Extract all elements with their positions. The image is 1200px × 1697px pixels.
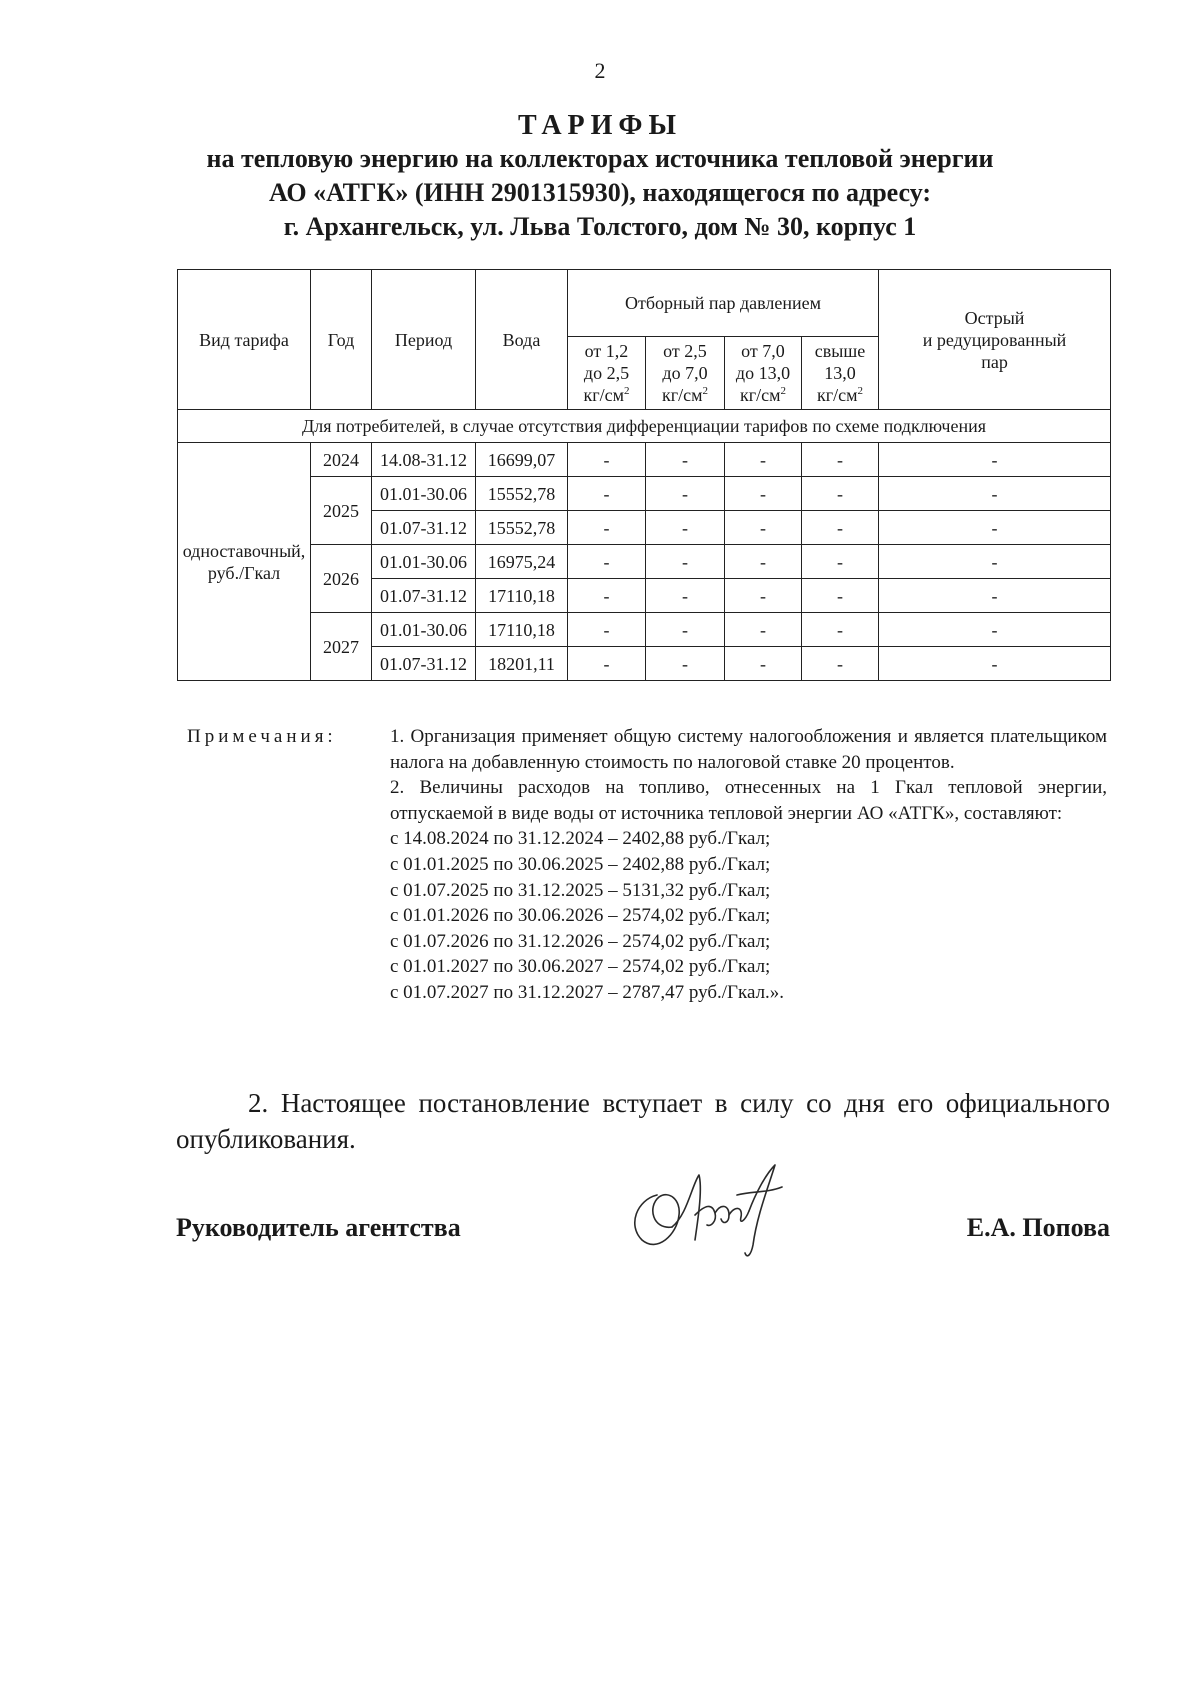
header-steam-unit: $кг/см^2$ [583,385,630,405]
year-cell: 2026 [311,545,372,613]
dash-cell: - [568,477,646,511]
page-number: 2 [594,58,606,83]
dash-cell: - [879,579,1111,613]
signatory-name: Е.А. Попова [966,1213,1110,1242]
note-item: 1. Организация применяет общую систему налогообложения и является плательщиком налога на добавленную стоимость по налоговой ставке 20 процентов. [390,726,1107,773]
header-tariff-type: Вид тарифа [178,270,311,410]
dash-cell: - [725,579,802,613]
document-title: ТАРИФЫ [518,110,682,141]
dash-cell: - [879,511,1111,545]
section-label: Для потребителей, в случае отсутствия дифференциации тарифов по схеме подключения [178,410,1111,443]
dash-cell: - [646,545,725,579]
dash-cell: - [879,545,1111,579]
handwritten-signature [617,1155,807,1265]
header-steam-group: Отборный пар давлением [568,270,879,337]
fuel-cost-line: с 01.07.2027 по 31.12.2027 – 2787,47 руб./Гкал.». [390,981,785,1003]
dash-cell: - [568,647,646,681]
header-steam-line: от 2,5 [663,341,707,361]
header-steam-line: свыше [814,341,866,361]
period-cell: 14.08-31.12 [372,443,476,477]
tariff-type-cell [178,443,311,681]
dash-cell: - [725,511,802,545]
dash-cell: - [568,545,646,579]
dash-cell: - [646,647,725,681]
dash-cell: - [725,647,802,681]
header-steam-col [725,337,802,410]
dash-cell: - [725,545,802,579]
period-cell: 01.01-30.06 [372,545,476,579]
dash-cell: - [725,443,802,477]
dash-cell: - [802,545,879,579]
water-cell: 15552,78 [476,511,568,545]
table-row [178,477,1111,511]
dash-cell: - [879,477,1111,511]
header-sharp-steam-line: Острый [964,307,1025,328]
table-row [178,613,1111,647]
dash-cell: - [879,443,1111,477]
fuel-cost-line: с 01.07.2025 по 31.12.2025 – 5131,32 руб./Гкал; [390,879,771,901]
dash-cell: - [568,443,646,477]
dash-cell: - [802,477,879,511]
dash-cell: - [568,579,646,613]
table-row [178,443,1111,477]
header-period: Период [372,270,476,410]
decree-paragraph: 2. Настоящее постановление вступает в силу со дня его официального опубликования. [176,1088,1110,1154]
year-cell: 2024 [311,443,372,477]
dash-cell: - [646,579,725,613]
dash-cell: - [802,443,879,477]
tariff-type-line: руб./Гкал [207,562,281,583]
water-cell: 16975,24 [476,545,568,579]
header-steam-line: до 2,5 [583,363,630,383]
dash-cell: - [646,477,725,511]
fuel-cost-line: с 14.08.2024 по 31.12.2024 – 2402,88 руб./Гкал; [390,828,771,850]
table-row [178,545,1111,579]
subtitle-line: на тепловую энергию на коллекторах источника тепловой энергии [206,144,994,173]
header-sharp-steam [879,270,1111,410]
tariff-type-line: одноставочный, [182,540,306,561]
header-steam-unit: $кг/см^2$ [739,385,786,405]
water-cell: 15552,78 [476,477,568,511]
dash-cell: - [802,647,879,681]
header-sharp-steam-line: пар [981,351,1008,372]
dash-cell: - [646,511,725,545]
dash-cell: - [879,647,1111,681]
header-steam-col [646,337,725,410]
notes-body [390,724,1107,1006]
dash-cell: - [802,511,879,545]
dash-cell: - [879,613,1111,647]
dash-cell: - [646,443,725,477]
period-cell: 01.01-30.06 [372,477,476,511]
header-steam-col [568,337,646,410]
period-cell: 01.01-30.06 [372,613,476,647]
period-cell: 01.07-31.12 [372,647,476,681]
tariffs-table [177,269,1111,681]
header-steam-line: от 1,2 [584,341,629,361]
header-steam-col [802,337,879,410]
header-steam-line: до 13,0 [735,363,791,383]
dash-cell: - [802,579,879,613]
notes-label: Примечания: [187,726,337,747]
fuel-cost-line: с 01.01.2027 по 30.06.2027 – 2574,02 руб./Гкал; [390,956,771,978]
header-steam-unit: $кг/см^2$ [661,385,708,405]
subtitle-line: АО «АТГК» (ИНН 2901315930), находящегося по адресу: [268,178,932,207]
fuel-cost-line: с 01.07.2026 по 31.12.2026 – 2574,02 руб./Гкал; [390,930,771,952]
header-steam-line: до 7,0 [662,363,708,383]
header-steam-unit: $кг/см^2$ [817,385,864,405]
year-cell: 2027 [311,613,372,681]
dash-cell: - [568,613,646,647]
fuel-cost-line: с 01.01.2026 по 30.06.2026 – 2574,02 руб./Гкал; [390,905,771,927]
header-water: Вода [476,270,568,410]
period-cell: 01.07-31.12 [372,511,476,545]
subtitle-line: г. Архангельск, ул. Льва Толстого, дом № 30, корпус 1 [283,212,917,241]
dash-cell: - [568,511,646,545]
fuel-cost-line: с 01.01.2025 по 30.06.2025 – 2402,88 руб./Гкал; [390,853,771,875]
water-cell: 16699,07 [476,443,568,477]
header-steam-line: от 7,0 [741,341,785,361]
dash-cell: - [802,613,879,647]
year-cell: 2025 [311,477,372,545]
header-sharp-steam-line: и редуцированный [922,329,1067,350]
note-item: 2. Величины расходов на топливо, отнесенных на 1 Гкал тепловой энергии, отпускаемой в виде воды от источника тепловой энергии АО «АТГК», составляют: [390,777,1107,824]
water-cell: 17110,18 [476,579,568,613]
period-cell: 01.07-31.12 [372,579,476,613]
water-cell: 18201,11 [476,647,568,681]
document-subtitle [0,142,1200,244]
header-steam-line: 13,0 [824,363,856,383]
water-cell: 17110,18 [476,613,568,647]
dash-cell: - [725,613,802,647]
header-year: Год [311,270,372,410]
signatory-role: Руководитель агентства [176,1213,461,1242]
dash-cell: - [646,613,725,647]
dash-cell: - [725,477,802,511]
